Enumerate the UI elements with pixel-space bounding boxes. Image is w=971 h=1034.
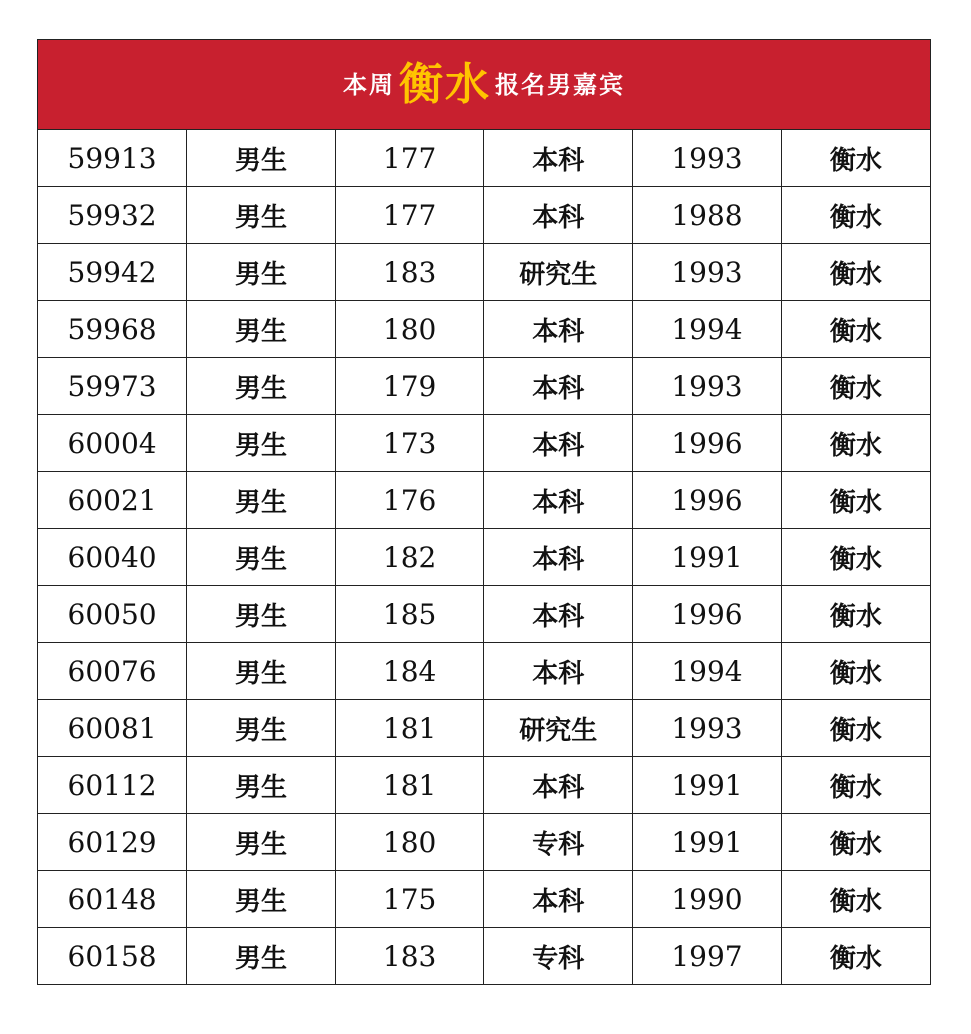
cell-birth-year: 1993 <box>633 700 782 757</box>
table-row <box>38 871 930 928</box>
cell-education: 本科 <box>484 643 633 700</box>
cell-city: 衡水 <box>781 757 930 814</box>
table-row <box>38 586 930 643</box>
cell-height: 177 <box>335 130 484 187</box>
cell-birth-year: 1993 <box>633 244 782 301</box>
cell-education: 本科 <box>484 187 633 244</box>
table-row <box>38 415 930 472</box>
table-row <box>38 643 930 700</box>
table-row <box>38 472 930 529</box>
cell-gender: 男生 <box>187 358 336 415</box>
cell-birth-year: 1996 <box>633 472 782 529</box>
title-suffix: 报名男嘉宾 <box>495 70 625 99</box>
cell-height: 183 <box>335 244 484 301</box>
cell-birth-year: 1993 <box>633 358 782 415</box>
cell-height: 173 <box>335 415 484 472</box>
guest-list-sheet <box>37 39 931 985</box>
cell-id: 60021 <box>38 472 187 529</box>
cell-birth-year: 1993 <box>633 130 782 187</box>
cell-city: 衡水 <box>781 244 930 301</box>
cell-height: 183 <box>335 928 484 985</box>
cell-education: 本科 <box>484 358 633 415</box>
cell-city: 衡水 <box>781 472 930 529</box>
cell-gender: 男生 <box>187 928 336 985</box>
cell-city: 衡水 <box>781 529 930 586</box>
cell-birth-year: 1997 <box>633 928 782 985</box>
cell-education: 本科 <box>484 130 633 187</box>
table-row <box>38 187 930 244</box>
cell-education: 研究生 <box>484 244 633 301</box>
cell-city: 衡水 <box>781 928 930 985</box>
cell-education: 专科 <box>484 814 633 871</box>
cell-height: 175 <box>335 871 484 928</box>
cell-birth-year: 1991 <box>633 757 782 814</box>
cell-height: 181 <box>335 700 484 757</box>
cell-birth-year: 1994 <box>633 643 782 700</box>
table-row <box>38 928 930 985</box>
cell-education: 本科 <box>484 871 633 928</box>
cell-gender: 男生 <box>187 700 336 757</box>
cell-height: 177 <box>335 187 484 244</box>
guest-table <box>38 129 930 984</box>
cell-education: 本科 <box>484 757 633 814</box>
cell-id: 59968 <box>38 301 187 358</box>
cell-id: 60050 <box>38 586 187 643</box>
table-row <box>38 358 930 415</box>
title-banner <box>38 40 930 129</box>
cell-height: 180 <box>335 301 484 358</box>
table-row <box>38 700 930 757</box>
cell-education: 本科 <box>484 586 633 643</box>
cell-gender: 男生 <box>187 301 336 358</box>
table-row <box>38 529 930 586</box>
cell-birth-year: 1996 <box>633 586 782 643</box>
cell-id: 59913 <box>38 130 187 187</box>
cell-birth-year: 1996 <box>633 415 782 472</box>
cell-education: 专科 <box>484 928 633 985</box>
cell-city: 衡水 <box>781 586 930 643</box>
cell-gender: 男生 <box>187 415 336 472</box>
cell-city: 衡水 <box>781 814 930 871</box>
cell-id: 59932 <box>38 187 187 244</box>
table-row <box>38 757 930 814</box>
cell-education: 本科 <box>484 529 633 586</box>
cell-gender: 男生 <box>187 814 336 871</box>
cell-city: 衡水 <box>781 130 930 187</box>
cell-education: 本科 <box>484 472 633 529</box>
cell-height: 185 <box>335 586 484 643</box>
cell-birth-year: 1991 <box>633 529 782 586</box>
cell-gender: 男生 <box>187 244 336 301</box>
title-city: 衡水 <box>399 58 491 110</box>
cell-gender: 男生 <box>187 586 336 643</box>
table-row <box>38 301 930 358</box>
cell-education: 本科 <box>484 301 633 358</box>
cell-city: 衡水 <box>781 871 930 928</box>
cell-birth-year: 1991 <box>633 814 782 871</box>
cell-id: 60148 <box>38 871 187 928</box>
cell-city: 衡水 <box>781 700 930 757</box>
cell-id: 60081 <box>38 700 187 757</box>
title-prefix: 本周 <box>343 70 395 99</box>
cell-gender: 男生 <box>187 472 336 529</box>
cell-city: 衡水 <box>781 643 930 700</box>
cell-id: 60004 <box>38 415 187 472</box>
table-row <box>38 130 930 187</box>
cell-height: 176 <box>335 472 484 529</box>
cell-gender: 男生 <box>187 757 336 814</box>
cell-id: 60158 <box>38 928 187 985</box>
cell-height: 179 <box>335 358 484 415</box>
cell-birth-year: 1994 <box>633 301 782 358</box>
cell-city: 衡水 <box>781 301 930 358</box>
table-row <box>38 244 930 301</box>
cell-gender: 男生 <box>187 871 336 928</box>
cell-height: 184 <box>335 643 484 700</box>
cell-gender: 男生 <box>187 529 336 586</box>
cell-id: 59942 <box>38 244 187 301</box>
cell-birth-year: 1990 <box>633 871 782 928</box>
guest-table-body <box>38 130 930 985</box>
cell-id: 60129 <box>38 814 187 871</box>
cell-height: 180 <box>335 814 484 871</box>
cell-birth-year: 1988 <box>633 187 782 244</box>
cell-height: 182 <box>335 529 484 586</box>
cell-gender: 男生 <box>187 643 336 700</box>
cell-city: 衡水 <box>781 358 930 415</box>
cell-id: 60040 <box>38 529 187 586</box>
table-row <box>38 814 930 871</box>
cell-gender: 男生 <box>187 187 336 244</box>
cell-city: 衡水 <box>781 415 930 472</box>
cell-id: 60076 <box>38 643 187 700</box>
cell-gender: 男生 <box>187 130 336 187</box>
cell-id: 60112 <box>38 757 187 814</box>
cell-education: 研究生 <box>484 700 633 757</box>
cell-id: 59973 <box>38 358 187 415</box>
cell-height: 181 <box>335 757 484 814</box>
cell-education: 本科 <box>484 415 633 472</box>
cell-city: 衡水 <box>781 187 930 244</box>
